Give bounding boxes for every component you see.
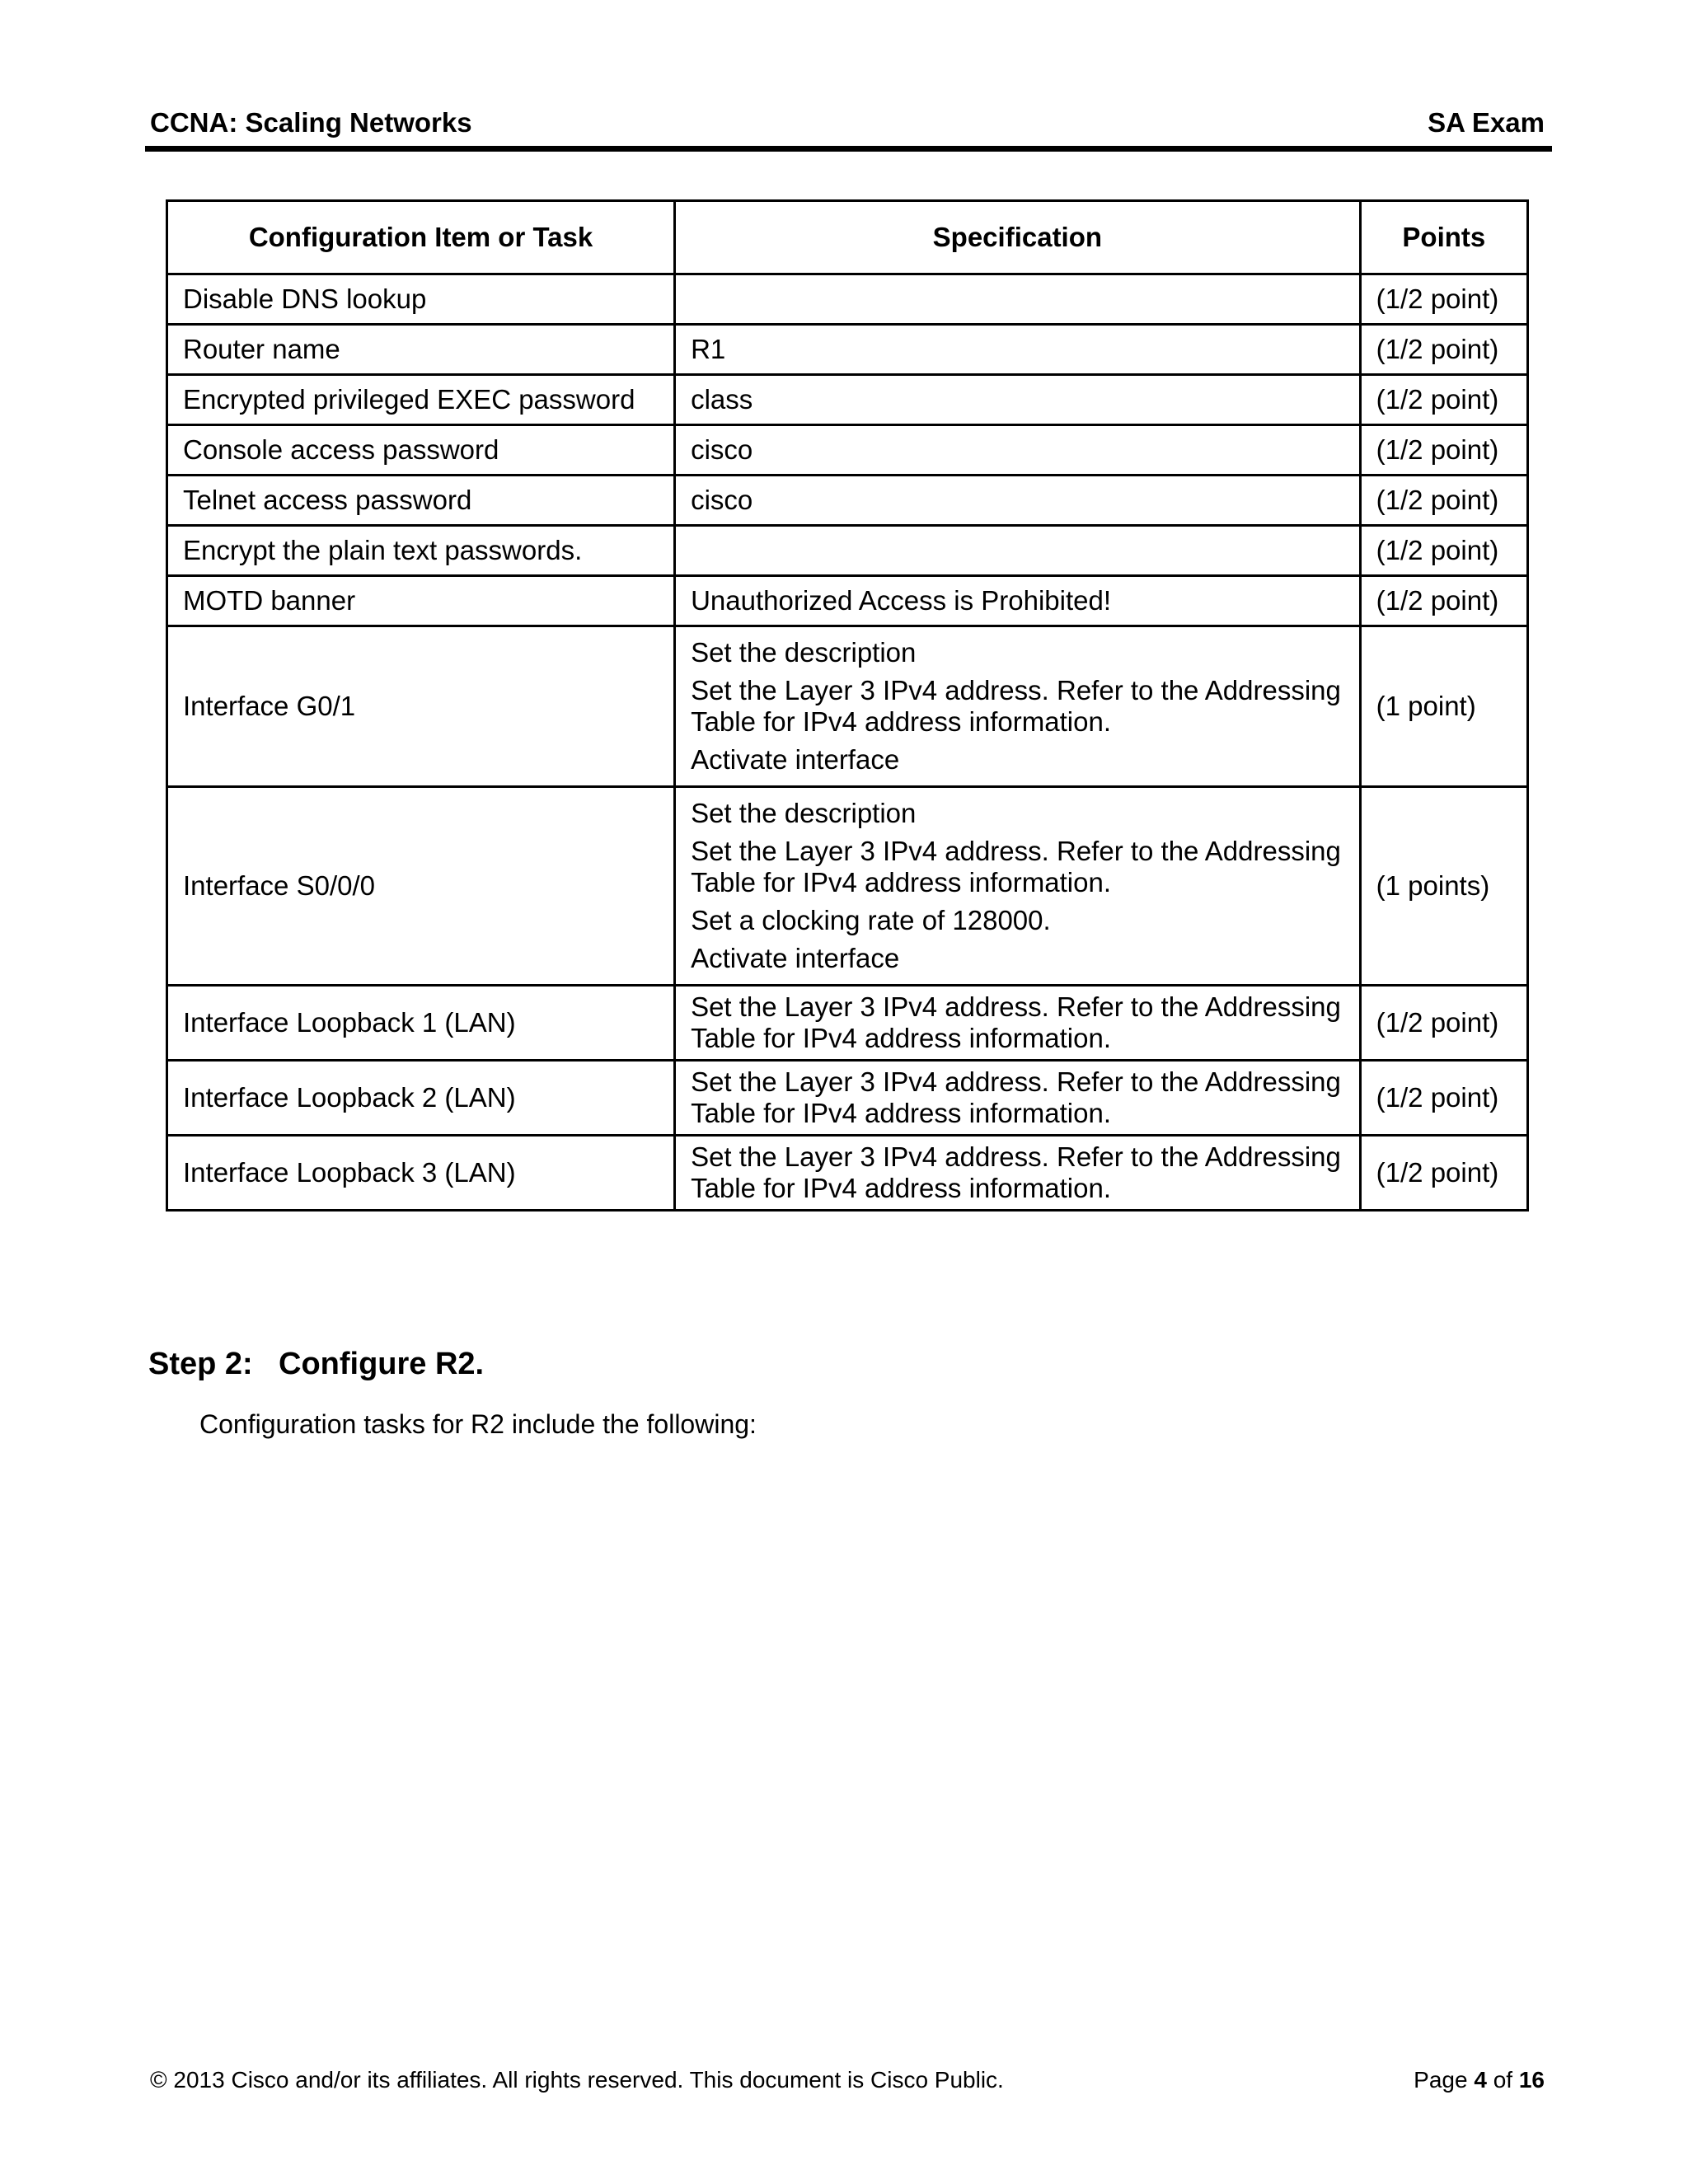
spec-line: Set the Layer 3 IPv4 address. Refer to the Addressing Table for IPv4 address information. — [691, 836, 1341, 898]
row-specification: Set the Layer 3 IPv4 address. Refer to the Addressing Table for IPv4 address information. — [675, 1061, 1361, 1136]
spec-line: Activate interface — [691, 943, 900, 973]
column-header-spec: Specification — [675, 201, 1361, 274]
row-item: Interface S0/0/0 — [167, 787, 675, 986]
table-row — [167, 986, 1528, 1061]
doc-type: SA Exam — [1428, 107, 1545, 138]
row-specification: Set the Layer 3 IPv4 address. Refer to the Addressing Table for IPv4 address information. — [675, 1136, 1361, 1211]
row-specification: cisco — [675, 425, 1361, 476]
row-item: Disable DNS lookup — [167, 274, 675, 325]
row-points: (1/2 point) — [1360, 1136, 1527, 1211]
row-item: MOTD banner — [167, 576, 675, 626]
table-row — [167, 576, 1528, 626]
table-row — [167, 274, 1528, 325]
row-item: Interface Loopback 1 (LAN) — [167, 986, 675, 1061]
row-points: (1/2 point) — [1360, 526, 1527, 576]
spec-line: Set the description — [691, 798, 917, 828]
page-number — [1414, 2067, 1545, 2093]
table-row — [167, 626, 1528, 787]
spec-line: Set a clocking rate of 128000. — [691, 905, 1051, 935]
table-body — [167, 274, 1528, 1211]
table-row — [167, 787, 1528, 986]
row-item: Telnet access password — [167, 476, 675, 526]
page-of: of — [1493, 2067, 1513, 2093]
row-points: (1/2 point) — [1360, 476, 1527, 526]
row-item: Router name — [167, 325, 675, 375]
row-points: (1/2 point) — [1360, 274, 1527, 325]
row-specification — [675, 626, 1361, 787]
spec-line: Activate interface — [691, 744, 900, 775]
table-header-row — [167, 201, 1528, 274]
table-row — [167, 1136, 1528, 1211]
row-item: Interface Loopback 3 (LAN) — [167, 1136, 675, 1211]
row-points: (1/2 point) — [1360, 325, 1527, 375]
step-heading — [148, 1347, 484, 1382]
copyright-notice: © 2013 Cisco and/or its affiliates. All rights reserved. This document is Cisco Public. — [150, 2067, 1004, 2093]
column-header-item: Configuration Item or Task — [167, 201, 675, 274]
column-header-points: Points — [1360, 201, 1527, 274]
step-text: Configuration tasks for R2 include the following: — [199, 1409, 757, 1439]
row-points: (1/2 point) — [1360, 986, 1527, 1061]
row-points: (1/2 point) — [1360, 576, 1527, 626]
step-number: Step 2: — [148, 1347, 253, 1381]
row-specification: Unauthorized Access is Prohibited! — [675, 576, 1361, 626]
table-row — [167, 526, 1528, 576]
step-title: Configure R2. — [279, 1347, 485, 1381]
row-specification: R1 — [675, 325, 1361, 375]
row-specification — [675, 526, 1361, 576]
page-current: 4 — [1474, 2067, 1487, 2093]
page-total: 16 — [1518, 2067, 1545, 2093]
row-item: Console access password — [167, 425, 675, 476]
spec-line: Set the description — [691, 637, 917, 668]
row-specification: cisco — [675, 476, 1361, 526]
row-points: (1/2 point) — [1360, 1061, 1527, 1136]
table-row — [167, 375, 1528, 425]
row-points: (1 points) — [1360, 787, 1527, 986]
table-row — [167, 1061, 1528, 1136]
table-row — [167, 476, 1528, 526]
table-row — [167, 325, 1528, 375]
row-specification — [675, 274, 1361, 325]
row-item: Interface G0/1 — [167, 626, 675, 787]
row-specification: Set the Layer 3 IPv4 address. Refer to the Addressing Table for IPv4 address information. — [675, 986, 1361, 1061]
row-item: Encrypt the plain text passwords. — [167, 526, 675, 576]
course-title: CCNA: Scaling Networks — [150, 107, 472, 138]
page-prefix: Page — [1414, 2067, 1468, 2093]
row-specification: class — [675, 375, 1361, 425]
row-item: Encrypted privileged EXEC password — [167, 375, 675, 425]
row-points: (1 point) — [1360, 626, 1527, 787]
spec-line: Set the Layer 3 IPv4 address. Refer to the Addressing Table for IPv4 address information. — [691, 675, 1341, 737]
row-item: Interface Loopback 2 (LAN) — [167, 1061, 675, 1136]
configuration-table — [166, 199, 1529, 1212]
header-rule — [145, 146, 1552, 152]
row-specification — [675, 787, 1361, 986]
row-points: (1/2 point) — [1360, 375, 1527, 425]
page-header — [148, 104, 1550, 143]
row-points: (1/2 point) — [1360, 425, 1527, 476]
table-row — [167, 425, 1528, 476]
